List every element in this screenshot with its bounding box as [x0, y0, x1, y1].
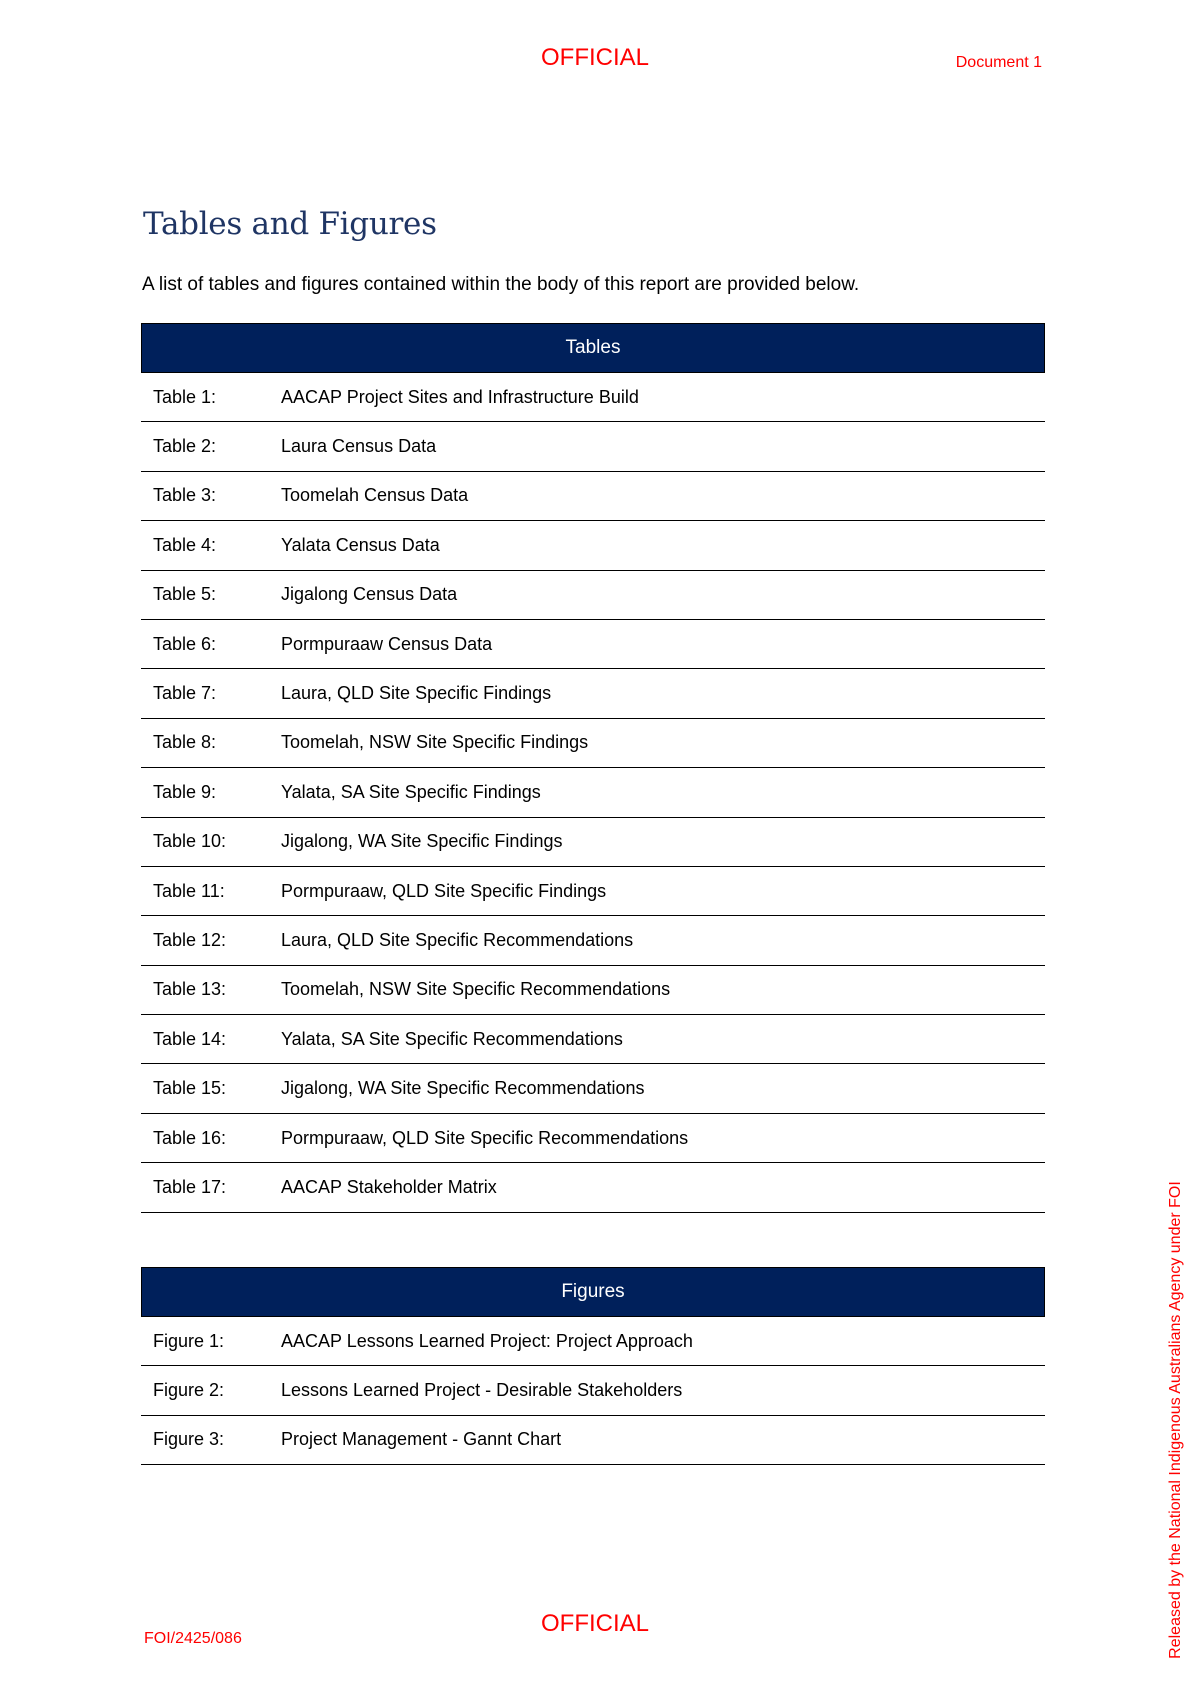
- item-title: AACAP Project Sites and Infrastructure Build: [281, 386, 639, 407]
- item-number: Table 11:: [153, 880, 225, 901]
- item-title: AACAP Lessons Learned Project: Project Approach: [281, 1330, 693, 1351]
- item-number: Figure 2:: [153, 1380, 225, 1401]
- item-number: Table 9:: [153, 781, 217, 802]
- item-number: Table 14:: [153, 1028, 227, 1049]
- security-classification-footer: OFFICIAL: [540, 1610, 649, 1637]
- list-row: [141, 818, 1045, 867]
- item-title: Toomelah, NSW Site Specific Findings: [281, 732, 589, 753]
- item-title: Laura, QLD Site Specific Findings: [281, 683, 552, 704]
- tables-rows: [141, 373, 1045, 1213]
- item-title: AACAP Stakeholder Matrix: [281, 1176, 497, 1197]
- item-title: Laura, QLD Site Specific Recommendations: [281, 929, 634, 950]
- item-number: Table 12:: [153, 929, 227, 950]
- list-row: [141, 1416, 1045, 1465]
- item-title: Toomelah Census Data: [281, 485, 469, 506]
- foi-release-watermark: Released by the National Indigenous Australians Agency under FOI: [1167, 1181, 1184, 1659]
- item-title: Project Management - Gannt Chart: [281, 1429, 562, 1450]
- security-classification-header: OFFICIAL: [540, 44, 649, 71]
- list-row: [141, 1064, 1045, 1113]
- item-title: Jigalong, WA Site Specific Recommendations: [281, 1078, 645, 1099]
- item-number: Figure 1:: [153, 1330, 225, 1351]
- list-row: [141, 1015, 1045, 1064]
- page-title: Tables and Figures: [143, 206, 437, 242]
- item-title: Pormpuraaw, QLD Site Specific Findings: [281, 880, 607, 901]
- figures-list: [141, 1267, 1045, 1465]
- item-number: Table 1:: [153, 386, 217, 407]
- item-number: Table 2:: [153, 436, 217, 457]
- list-row: [141, 1163, 1045, 1212]
- item-number: Table 16:: [153, 1127, 227, 1148]
- tables-list: [141, 323, 1045, 1213]
- item-title: Yalata, SA Site Specific Recommendations: [281, 1028, 623, 1049]
- list-row: [141, 719, 1045, 768]
- list-row: [141, 1317, 1045, 1366]
- item-title: Lessons Learned Project - Desirable Stakeholders: [281, 1380, 683, 1401]
- item-title: Pormpuraaw Census Data: [281, 633, 493, 654]
- item-number: Table 3:: [153, 485, 217, 506]
- list-row: [141, 669, 1045, 718]
- document-label: Document 1: [955, 54, 1042, 71]
- list-row: [141, 620, 1045, 669]
- item-number: Table 17:: [153, 1176, 227, 1197]
- item-number: Table 13:: [153, 979, 227, 1000]
- item-title: Laura Census Data: [281, 436, 437, 457]
- item-number: Table 5:: [153, 584, 217, 605]
- item-title: Yalata Census Data: [281, 534, 440, 555]
- intro-text: A list of tables and figures contained within the body of this report are provided below.: [142, 274, 860, 295]
- tables-header: Tables: [141, 323, 1045, 373]
- item-title: Toomelah, NSW Site Specific Recommendations: [281, 979, 671, 1000]
- figures-rows: [141, 1317, 1045, 1465]
- item-title: Jigalong Census Data: [281, 584, 458, 605]
- list-row: [141, 1114, 1045, 1163]
- list-row: [141, 472, 1045, 521]
- list-row: [141, 867, 1045, 916]
- foi-release-watermark-area: [1162, 1180, 1190, 1660]
- foi-reference: FOI/2425/086: [144, 1630, 242, 1647]
- item-number: Table 15:: [153, 1078, 227, 1099]
- item-number: Table 10:: [153, 831, 227, 852]
- list-row: [141, 916, 1045, 965]
- item-title: Yalata, SA Site Specific Findings: [281, 781, 541, 802]
- item-number: Figure 3:: [153, 1429, 225, 1450]
- list-row: [141, 422, 1045, 471]
- list-row: [141, 768, 1045, 817]
- list-row: [141, 521, 1045, 570]
- item-number: Table 4:: [153, 534, 217, 555]
- item-title: Pormpuraaw, QLD Site Specific Recommendations: [281, 1127, 689, 1148]
- item-number: Table 8:: [153, 732, 217, 753]
- list-row: [141, 966, 1045, 1015]
- item-number: Table 7:: [153, 683, 217, 704]
- list-row: [141, 1366, 1045, 1415]
- item-number: Table 6:: [153, 633, 217, 654]
- item-title: Jigalong, WA Site Specific Findings: [281, 831, 563, 852]
- list-row: [141, 373, 1045, 422]
- figures-header: Figures: [141, 1267, 1045, 1317]
- list-row: [141, 571, 1045, 620]
